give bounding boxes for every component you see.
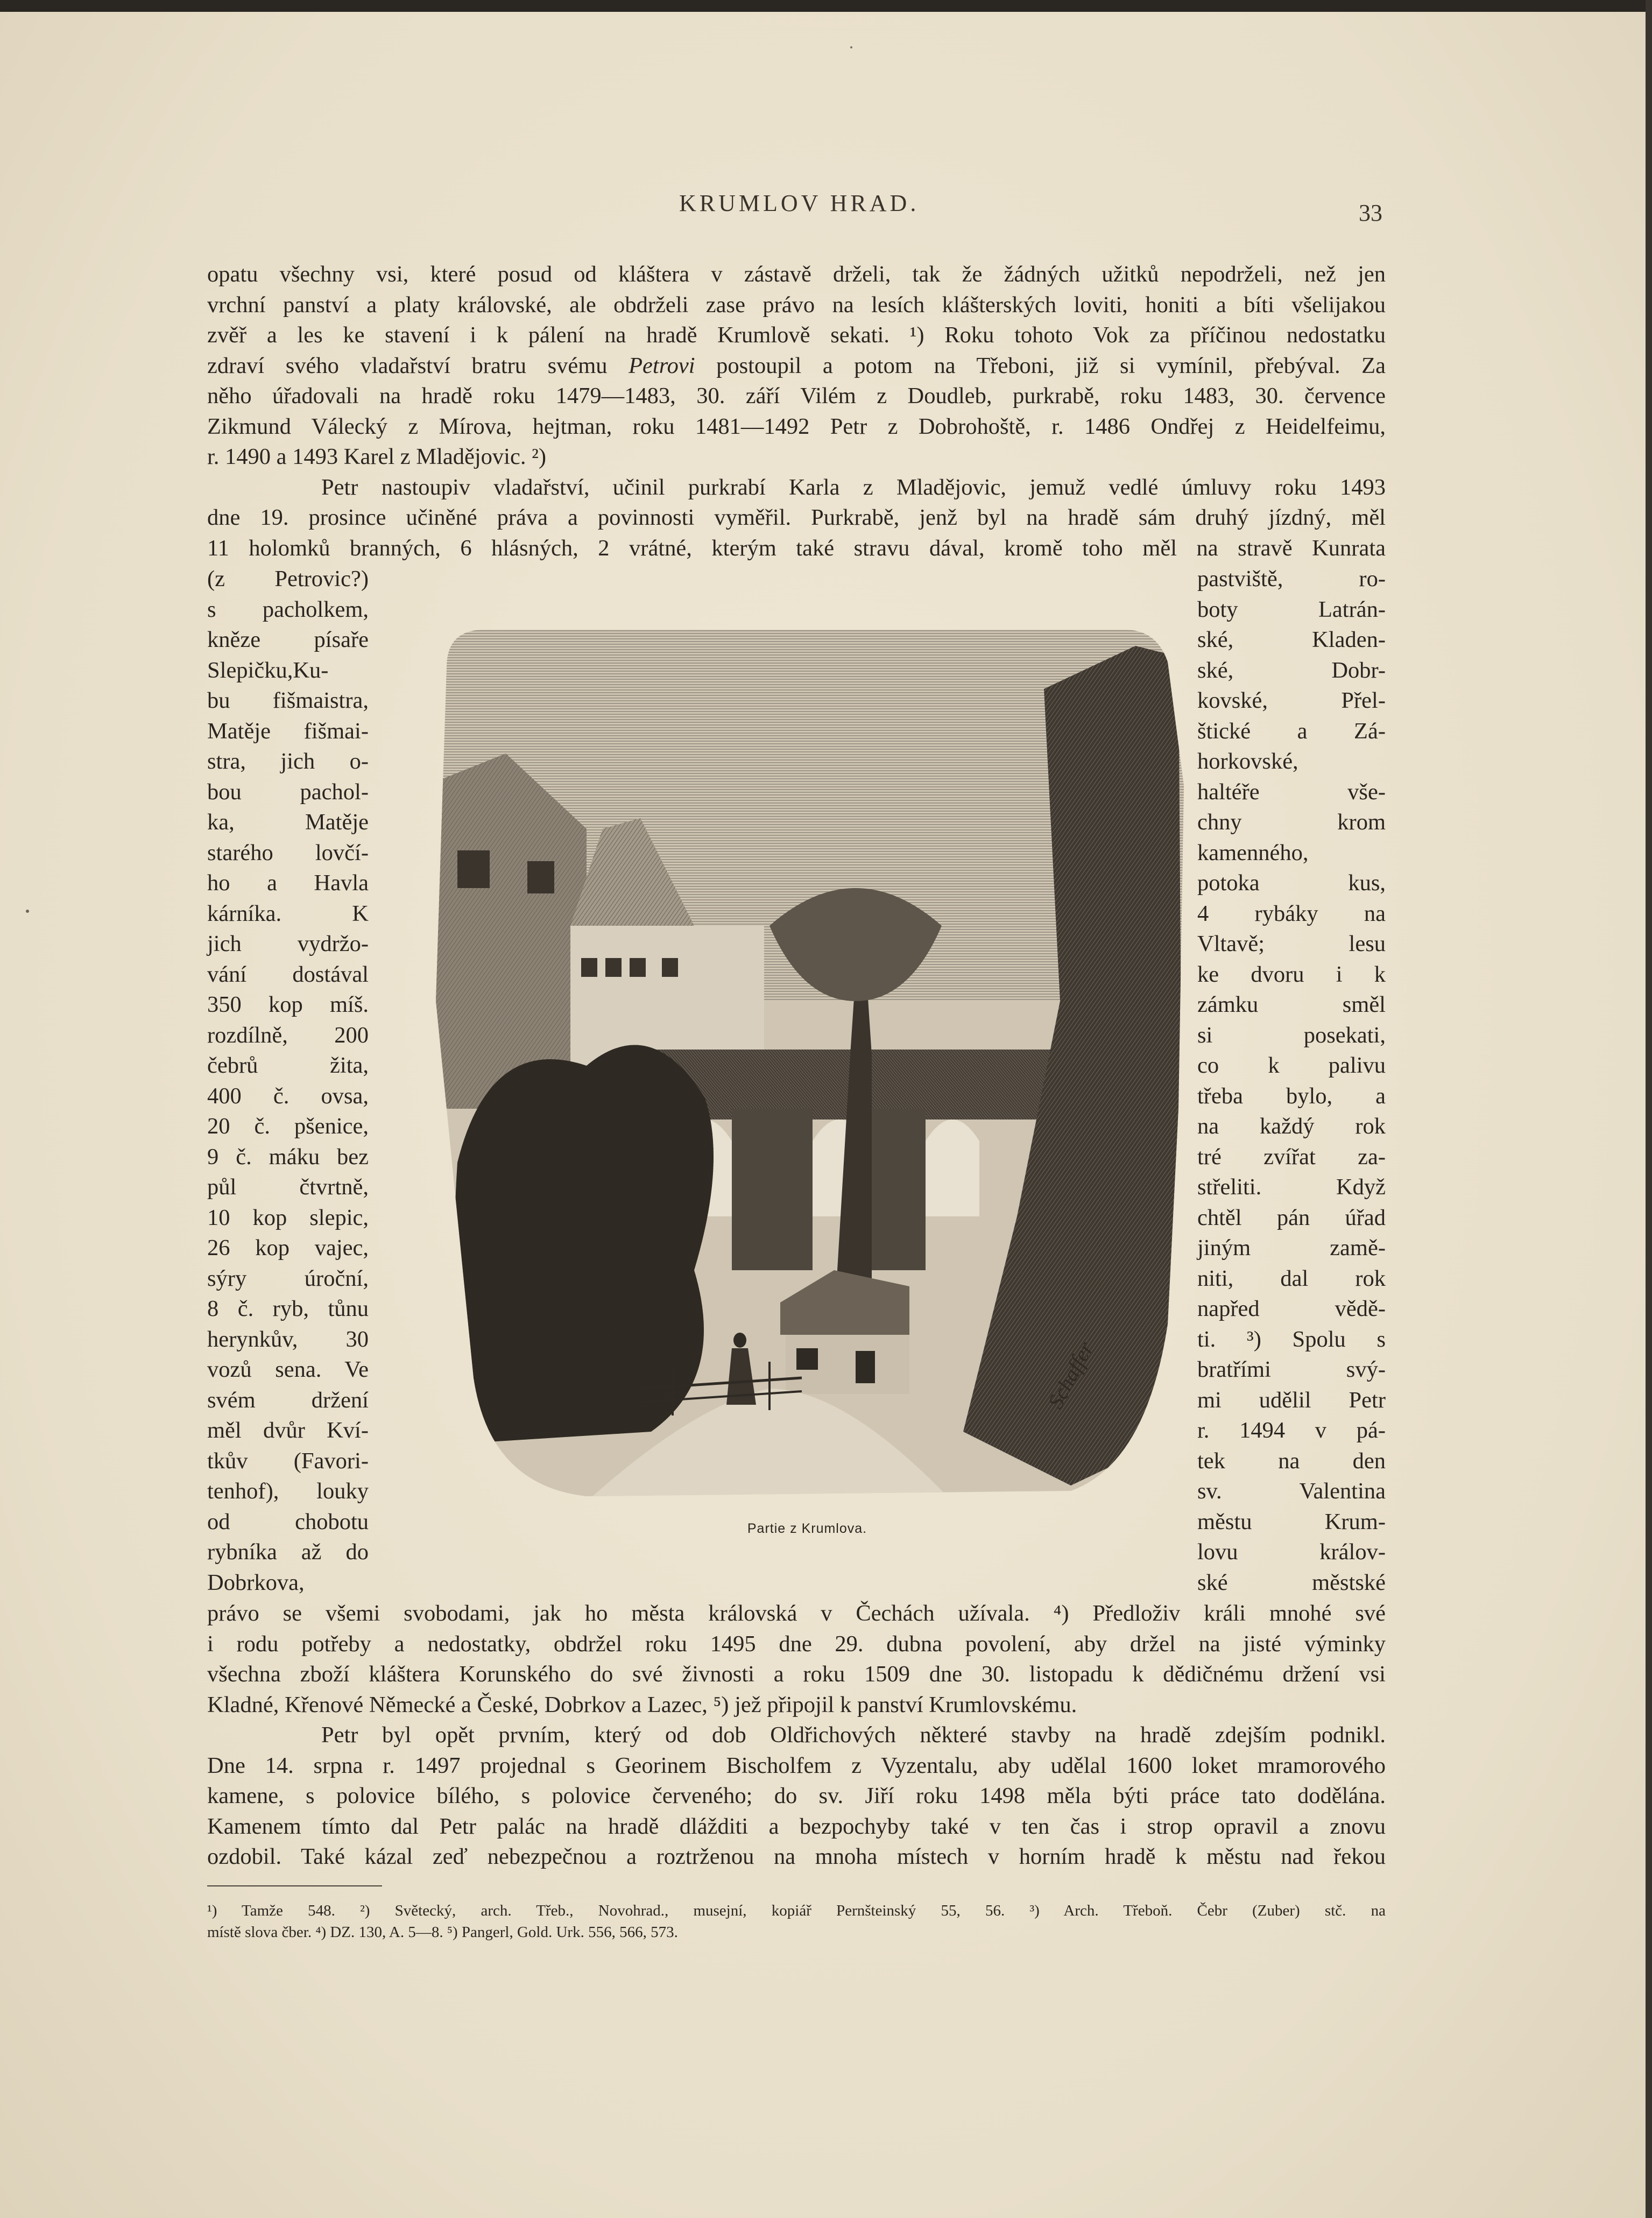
column-line: co k palivu [1197,1053,1386,1078]
column-line: ka, Matěje [207,809,369,835]
column-line: tek na den [1197,1448,1386,1474]
column-line: 350 kop míš. [207,992,369,1017]
column-line: bratřími svý- [1197,1357,1386,1382]
paragraph-start: Petr nastoupiv vladařství, učinil purkrabí Karla z Mladějovic, jemuž vedlé úmluvy roku 1493 [321,474,1386,500]
text-line: Zikmund Válecký z Mírova, hejtman, roku 1481—1492 Petr z Dobrohoště, r. 1486 Ondřej z Heidelfeimu, [207,413,1386,439]
column-line: bu fišmaistra, [207,688,369,713]
column-line: tenhof), louky [207,1478,369,1504]
wrap-column-left [207,564,369,1598]
artist-signature: Schaffer [1043,1337,1098,1413]
body-text-top [207,259,1386,564]
column-line: měl dvůr Kví- [207,1418,369,1443]
column-line: sv. Valentina [1197,1478,1386,1504]
column-line: svém držení [207,1387,369,1413]
column-line: ho a Havla [207,870,369,896]
text-line: r. 1490 a 1493 Karel z Mladějovic. ²) [207,444,546,469]
wrap-column-right [1197,564,1386,1598]
column-line: niti, dal rok [1197,1265,1386,1291]
column-line: herynkův, 30 [207,1326,369,1352]
column-line: od chobotu [207,1509,369,1534]
column-line: potoka kus, [1197,870,1386,896]
column-line: sýry úroční, [207,1265,369,1291]
engraving-illustration [425,624,1189,1502]
italic-name: Petrovi [629,353,695,378]
column-line: 26 kop vajec, [207,1235,369,1261]
page-number: 33 [1359,200,1382,226]
column-line: půl čtvrtně, [207,1174,369,1200]
footnote-rule [207,1885,382,1886]
column-line: horkovské, [1197,749,1298,774]
text-line: právo se všemi svobodami, jak ho města královská v Čechách užívala. ⁴) Předloživ králi mnohé své [207,1601,1386,1626]
column-line: pastviště, ro- [1197,566,1386,592]
column-line: zámku směl [1197,992,1386,1017]
text-line: Dne 14. srpna r. 1497 projednal s Georinem Bischolfem z Vyzentalu, aby udělal 1600 loket mramorového [207,1752,1386,1778]
column-line: rozdílně, 200 [207,1022,369,1048]
paragraph-start: Petr byl opět prvním, který od dob Oldřichových některé stavby na hradě zdejším podnikl. [321,1722,1386,1748]
column-line: stra, jich o- [207,749,369,774]
text-line: dne 19. prosince učiněné práva a povinnosti vyměřil. Purkrabě, jenž byl na hradě sám druhý jízdný, měl [207,505,1386,530]
text-line: něho úřadovali na hradě roku 1479—1483, 30. září Vilém z Doudleb, purkrabě, roku 1483, 30. července [207,383,1386,409]
column-line: ské, Dobr- [1197,657,1386,683]
column-line: ské městské [1197,1569,1386,1595]
column-line: vozů sena. Ve [207,1357,369,1382]
text-line: Kladné, Křenové Německé a České, Dobrkov a Lazec, ⁵) jež připojil k panství Krumlovskému. [207,1692,1077,1717]
column-line: boty Latrán- [1197,596,1386,622]
column-line: Vltavě; lesu [1197,931,1386,956]
column-line: kněze písaře [207,627,369,652]
column-line: kárníka. K [207,900,369,926]
text-line: opatu všechny vsi, které posud od kláštera v zástavě drželi, tak že žádných užitků nepodrželi, než jen [207,262,1386,287]
footnote-line: místě slova čber. ⁴) DZ. 130, A. 5—8. ⁵) Pangerl, Gold. Urk. 556, 566, 573. [207,1924,678,1941]
column-line: štické a Zá- [1197,718,1386,744]
column-line: tkův (Favori- [207,1448,369,1474]
text-line: vrchní panství a platy královské, ale obdrželi zase právo na lesích klášterských loviti, honiti a bíti všelijakou [207,292,1386,318]
scan-speck [850,46,852,48]
column-line: napřed vědě- [1197,1296,1386,1321]
illustration-caption: Partie z Krumlova. [747,1521,867,1536]
scan-edge-top [0,0,1652,12]
column-line: ke dvoru i k [1197,961,1386,987]
column-line: lovu králov- [1197,1539,1386,1565]
column-line: haltéře vše- [1197,779,1386,805]
column-line: ti. ³) Spolu s [1197,1326,1386,1352]
column-line: 9 č. máku bez [207,1144,369,1170]
running-head: KRUMLOV HRAD. [679,190,920,216]
column-line: 4 rybáky na [1197,900,1386,926]
column-line: čebrů žita, [207,1053,369,1078]
column-line: kovské, Přel- [1197,688,1386,713]
scan-edge-right [1646,0,1652,2218]
column-line: rybníka až do [207,1539,369,1565]
column-line: jich vydržo- [207,931,369,956]
column-line: kamenného, [1197,840,1309,865]
column-line: s pacholkem, [207,596,369,622]
column-line: ské, Kladen- [1197,627,1386,652]
column-line: bou pachol- [207,779,369,805]
text-line: kamene, s polovice bílého, s polovice červeného; do sv. Jiří roku 1498 měla býti práce tato dodělána. [207,1783,1386,1808]
text-line: 11 holomků branných, 6 hlásných, 2 vrátné, kterým také stravu dával, kromě toho měl na stravě Kunrata [207,535,1386,561]
column-line: jiným zamě- [1197,1235,1386,1261]
column-line: tré zvířat za- [1197,1144,1386,1170]
column-line: třeba bylo, a [1197,1083,1386,1109]
footnote-line: ¹) Tamže 548. ²) Světecký, arch. Třeb., Novohrad., musejní, kopiář Pernšteinský 55, 56. ³) Arch. Třeboň. Čebr (Zuber) stč. na [207,1902,1386,1919]
column-line: starého lovčí- [207,840,369,865]
text-line: Kamenem tímto dal Petr palác na hradě dlážditi a bezpochyby také v ten čas i strop opravil a znovu [207,1813,1386,1839]
footnotes [207,1900,1386,1943]
text-line: všechna zboží kláštera Korunského do své živnosti a roku 1509 dne 30. listopadu k dědičnému držení vsi [207,1661,1386,1687]
column-line: r. 1494 v pá- [1197,1418,1386,1443]
column-line: 10 kop slepic, [207,1205,369,1230]
column-line: vání dostával [207,961,369,987]
column-line: mi udělil Petr [1197,1387,1386,1413]
column-line: chtěl pán úřad [1197,1205,1386,1230]
column-line: Matěje fišmai- [207,718,369,744]
text-line: ozdobil. Také kázal zeď nebezpečnou a roztrženou na mnoha místech v horním hradě k městu nad řekou [207,1844,1386,1869]
text-line: zdraví svého vladařství bratru svému Petrovi postoupil a potom na Třeboni, již si vymínil, přebýval. Za [207,353,1386,378]
column-line: 8 č. ryb, tůnu [207,1296,369,1321]
column-line: městu Krum- [1197,1509,1386,1534]
column-line: střeliti. Když [1197,1174,1386,1200]
column-line: (z Petrovic?) [207,566,369,592]
text-line: i rodu potřeby a nedostatky, obdržel roku 1495 dne 29. dubna povolení, aby držel na jisté výminky [207,1631,1386,1657]
column-line: si posekati, [1197,1022,1386,1048]
body-text-bottom [207,1599,1386,1872]
column-line: 400 č. ovsa, [207,1083,369,1109]
scan-speck [26,910,29,913]
text-line: zvěř a les ke stavení i k pálení na hradě Krumlově sekati. ¹) Roku tohoto Vok za příčinou nedostatku [207,322,1386,348]
column-line: chny krom [1197,809,1386,835]
column-line: 20 č. pšenice, [207,1114,369,1139]
page-header [0,189,1652,227]
column-line: na každý rok [1197,1114,1386,1139]
column-line: Dobrkova, [207,1569,305,1595]
column-line: Slepičku,Ku- [207,657,329,683]
